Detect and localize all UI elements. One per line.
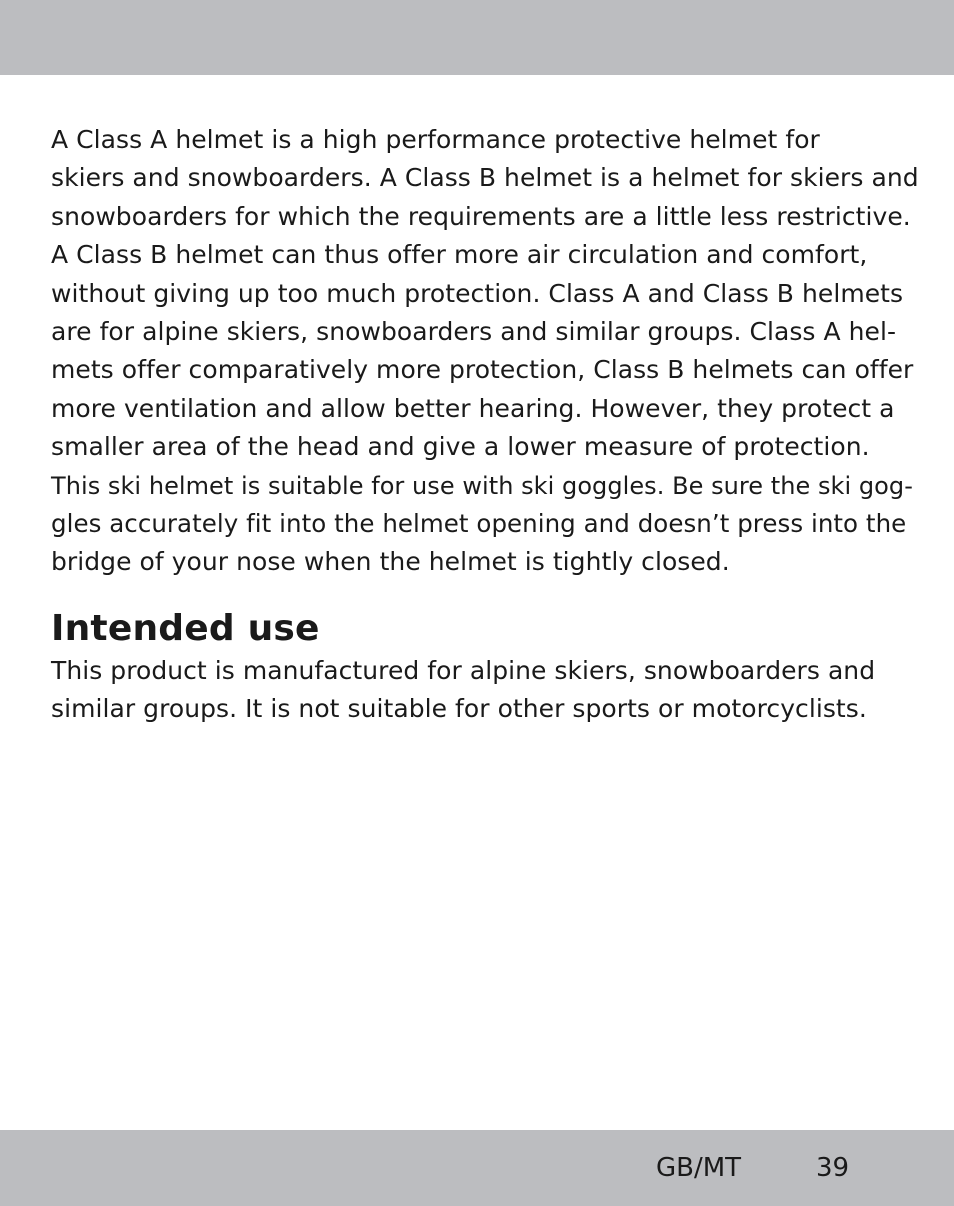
paragraph-line: snowboarders for which the requirements are a little less restrictive. <box>51 201 911 231</box>
section-heading-intended-use: Intended use <box>51 607 320 649</box>
body-paragraph <box>51 121 923 582</box>
paragraph-line: without giving up too much protection. Class A and Class B helmets <box>51 278 904 308</box>
page-content <box>51 121 923 729</box>
header-bar <box>0 0 954 75</box>
paragraph-line: A Class A helmet is a high performance protective helmet for <box>51 125 820 154</box>
paragraph-line: This ski helmet is suitable for use with ski goggles. Be sure the ski gog- <box>51 471 913 500</box>
footer-bar <box>0 1130 954 1206</box>
paragraph-line: are for alpine skiers, snowboarders and similar groups. Class A hel- <box>51 317 897 347</box>
intended-use-paragraph <box>51 652 923 729</box>
paragraph-line: gles accurately fit into the helmet opening and doesn’t press into the <box>51 509 907 539</box>
paragraph-line: smaller area of the head and give a lower measure of protection. <box>51 432 870 462</box>
paragraph-line: This product is manufactured for alpine skiers, snowboarders and <box>51 655 876 685</box>
footer-language-code: GB/MT <box>656 1153 742 1183</box>
paragraph-line: skiers and snowboarders. A Class B helmet is a helmet for skiers and <box>51 163 919 193</box>
paragraph-line: more ventilation and allow better hearing. However, they protect a <box>51 393 895 423</box>
paragraph-line: bridge of your nose when the helmet is tightly closed. <box>51 547 730 577</box>
paragraph-line: similar groups. It is not suitable for other sports or motorcyclists. <box>51 694 867 724</box>
paragraph-line: mets offer comparatively more protection, Class B helmets can offer <box>51 355 914 385</box>
page-number: 39 <box>816 1153 850 1183</box>
paragraph-line: A Class B helmet can thus offer more air circulation and comfort, <box>51 240 868 270</box>
